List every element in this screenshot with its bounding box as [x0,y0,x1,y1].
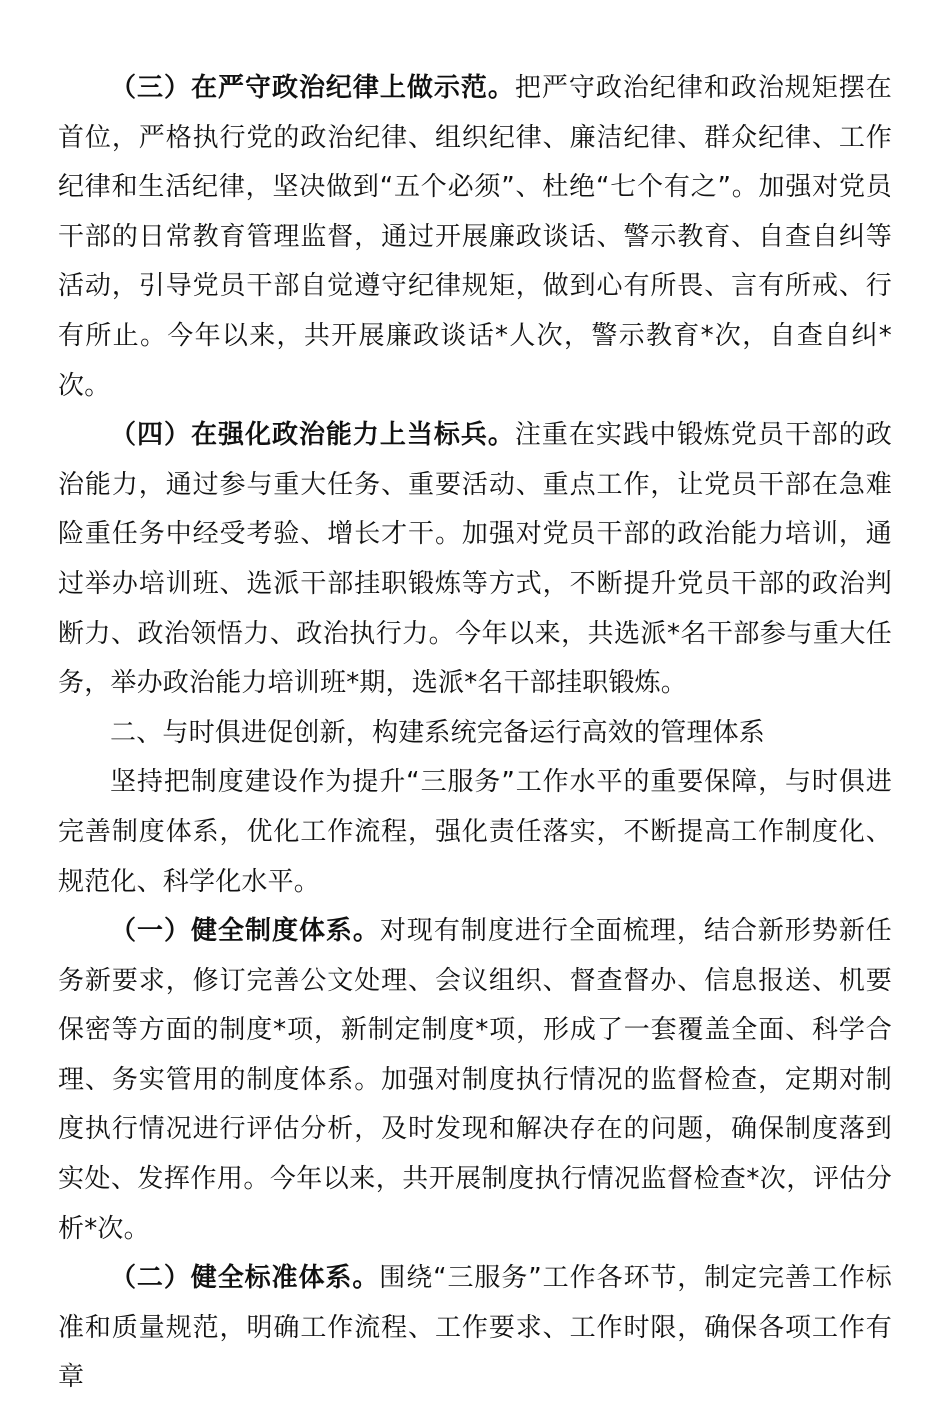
paragraph-intro [58,758,892,907]
section-heading-text: 二、与时俱进促创新，构建系统完备运行高效的管理体系 [110,717,766,748]
paragraph-text: 围绕“三服务”工作各环节，制定完善工作标准和质量规范，明确工作流程、工作要求、工作时限，确保各项工作有章 [58,1263,892,1393]
document-page [58,64,892,1403]
paragraph-lead: （二）健全标准体系。 [110,1263,380,1294]
paragraph-institution-system [58,907,892,1254]
paragraph-standard-system [58,1254,892,1403]
paragraph-lead: （一）健全制度体系。 [110,916,380,947]
paragraph-political-ability [58,411,892,709]
paragraph-text: 对现有制度进行全面梳理，结合新形势新任务新要求，修订完善公文处理、会议组织、督查督办、信息报送、机要保密等方面的制度*项，新制定制度*项，形成了一套覆盖全面、科学合理、务实管用的制度体系。加强对制度执行情况的监督检查，定期对制度执行情况进行评估分析，及时发现和解决存在的问题，确保制度落到实处、发挥作用。今年以来，共开展制度执行情况监督检查*次，评估分析*次。 [58,916,892,1244]
paragraph-discipline [58,64,892,411]
paragraph-lead: （四）在强化政治能力上当标兵。 [110,420,515,451]
paragraph-text: 坚持把制度建设作为提升“三服务”工作水平的重要保障，与时俱进完善制度体系，优化工作流程，强化责任落实，不断提高工作制度化、规范化、科学化水平。 [58,767,892,897]
paragraph-lead: （三）在严守政治纪律上做示范。 [110,73,515,103]
paragraph-text: 注重在实践中锻炼党员干部的政治能力，通过参与重大任务、重要活动、重点工作，让党员干部在急难险重任务中经受考验、增长才干。加强对党员干部的政治能力培训，通过举办培训班、选派干部挂职锻炼等方式，不断提升党员干部的政治判断力、政治领悟力、政治执行力。今年以来，共选派*名干部参与重大任务，举办政治能力培训班*期，选派*名干部挂职锻炼。 [58,420,892,699]
paragraph-text: 把严守政治纪律和政治规矩摆在首位，严格执行党的政治纪律、组织纪律、廉洁纪律、群众纪律、工作纪律和生活纪律，坚决做到“五个必须”、杜绝“七个有之”。加强对党员干部的日常教育管理监督，通过开展廉政谈话、警示教育、自查自纠等活动，引导党员干部自觉遵守纪律规矩，做到心有所畏、言有所戒、行有所止。今年以来，共开展廉政谈话*人次，警示教育*次，自查自纠*次。 [58,73,892,401]
section-heading [58,709,892,759]
